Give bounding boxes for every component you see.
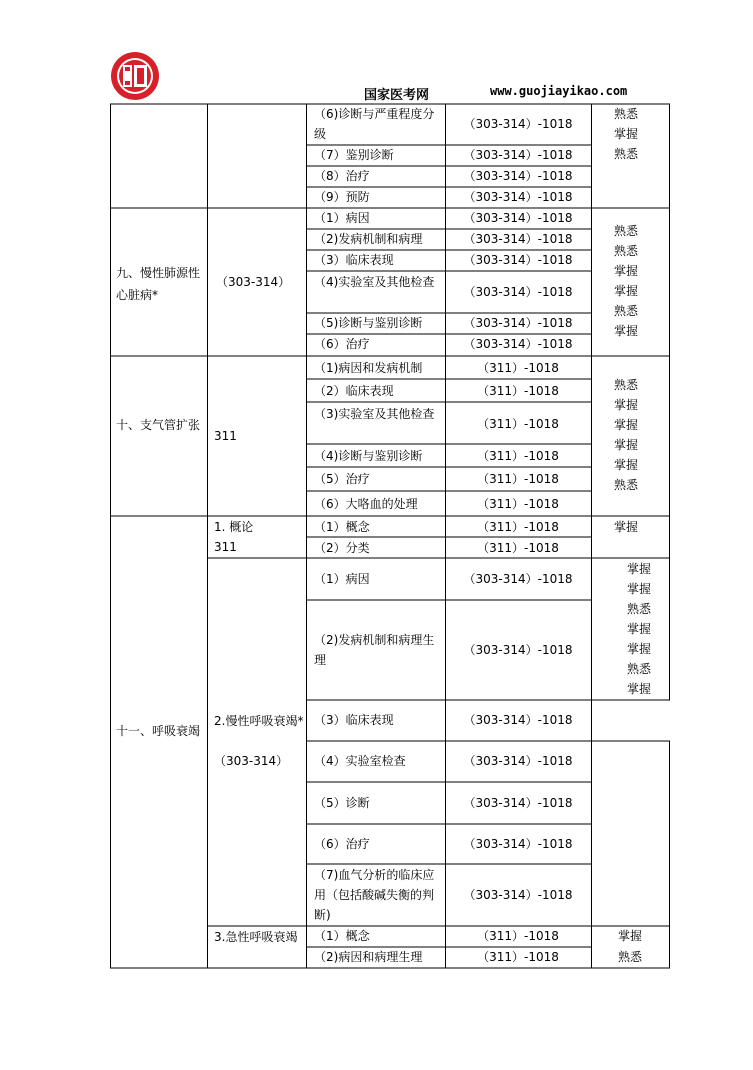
table-cell-item: （6）治疗 bbox=[314, 337, 370, 351]
table-cell-ref: （303-314）-1018 bbox=[463, 169, 573, 183]
level-cell: 掌握 bbox=[613, 264, 638, 278]
table-cell-item: （5）治疗 bbox=[314, 472, 370, 486]
level-cell: 熟悉 bbox=[613, 478, 638, 492]
level-cell: 熟悉 bbox=[613, 304, 638, 318]
unit-title: 3.急性呼吸衰竭 bbox=[214, 930, 298, 944]
table-cell-item: （3）临床表现 bbox=[314, 253, 394, 267]
level-cell: 掌握 bbox=[613, 284, 638, 298]
table-cell-item: （6）治疗 bbox=[314, 837, 370, 851]
level-cell: 熟悉 bbox=[613, 147, 638, 161]
table-cell-ref: （303-314）-1018 bbox=[463, 285, 573, 299]
level-cell: 掌握 bbox=[613, 438, 638, 452]
table-cell-item: （8）治疗 bbox=[314, 169, 370, 183]
table-cell-ref: （303-314）-1018 bbox=[463, 572, 573, 586]
level-cell: 掌握 bbox=[626, 642, 651, 656]
table-cell-item: （4）实验室检查 bbox=[314, 754, 406, 768]
level-cell: 熟悉 bbox=[613, 107, 638, 121]
table-cell-ref: （303-314）-1018 bbox=[463, 117, 573, 131]
unit-code: （303-314） bbox=[214, 754, 289, 768]
table-cell-item: （2)发病机制和病理 bbox=[314, 232, 423, 246]
table-cell-ref: （303-314）-1018 bbox=[463, 190, 573, 204]
table-cell-item: （7）鉴别诊断 bbox=[314, 148, 394, 162]
site-url[interactable]: www.guojiayikao.com bbox=[490, 84, 628, 98]
table-cell-item: （3)实验室及其他检查 bbox=[314, 407, 435, 421]
table-cell-item: （4)实验室及其他检查 bbox=[314, 275, 435, 289]
table-cell-ref: （303-314）-1018 bbox=[463, 754, 573, 768]
level-cell: 掌握 bbox=[626, 582, 651, 596]
table-cell-item: （1）概念 bbox=[314, 520, 370, 534]
table-cell-ref: （303-314）-1018 bbox=[463, 232, 573, 246]
level-cell: 掌握 bbox=[613, 520, 638, 534]
unit-code: 311 bbox=[214, 540, 237, 554]
table-cell-ref: （311）-1018 bbox=[477, 417, 559, 431]
table-cell-ref: （311）-1018 bbox=[477, 520, 559, 534]
table-cell-ref: （303-314）-1018 bbox=[463, 713, 573, 727]
table-cell-ref: （303-314）-1018 bbox=[463, 888, 573, 902]
table-cell-item: （6）大咯血的处理 bbox=[314, 497, 418, 511]
table-cell-ref: （303-314）-1018 bbox=[463, 148, 573, 162]
topic-title: 十、支气管扩张 bbox=[116, 418, 201, 432]
table-cell-item: （1)病因和发病机制 bbox=[314, 361, 423, 375]
table-cell-ref: （311）-1018 bbox=[477, 384, 559, 398]
table-cell-item: （2)发病机制和病理生理 bbox=[314, 633, 435, 667]
level-cell: 熟悉 bbox=[626, 602, 651, 616]
level-cell: 熟悉 bbox=[613, 224, 638, 238]
table-cell-item: （7)血气分析的临床应用（包括酸碱失衡的判断) bbox=[314, 868, 435, 922]
site-name: 国家医考网 bbox=[364, 88, 430, 103]
table-cell-ref: （311）-1018 bbox=[477, 541, 559, 555]
table-cell-ref: （311）-1018 bbox=[477, 449, 559, 463]
unit-title: 1. 概论 bbox=[214, 520, 254, 534]
level-cell: 掌握 bbox=[613, 127, 638, 141]
table-cell-ref: （311）-1018 bbox=[477, 497, 559, 511]
table-cell-ref: （303-314）-1018 bbox=[463, 253, 573, 267]
table-cell-item: （6)诊断与严重程度分级 bbox=[314, 107, 435, 141]
level-cell: 掌握 bbox=[626, 562, 651, 576]
level-cell: 掌握 bbox=[613, 324, 638, 338]
table-cell-ref: （303-314）-1018 bbox=[463, 211, 573, 225]
table-cell-item: （2）临床表现 bbox=[314, 384, 394, 398]
table-cell-item: （1）病因 bbox=[314, 572, 370, 586]
level-cell: 熟悉 bbox=[617, 950, 642, 964]
table-cell-ref: （311）-1018 bbox=[477, 361, 559, 375]
table-cell-ref: （303-314）-1018 bbox=[463, 316, 573, 330]
table-cell-item: （2）分类 bbox=[314, 541, 370, 555]
table-cell-item: （1）病因 bbox=[314, 211, 370, 225]
unit-code: 311 bbox=[214, 429, 237, 443]
topic-title: 十一、呼吸衰竭 bbox=[116, 724, 201, 738]
table-cell-ref: （303-314）-1018 bbox=[463, 643, 573, 657]
table-cell-ref: （303-314）-1018 bbox=[463, 837, 573, 851]
table-cell-ref: （303-314）-1018 bbox=[463, 337, 573, 351]
level-cell: 熟悉 bbox=[613, 378, 638, 392]
level-cell: 掌握 bbox=[626, 622, 651, 636]
level-cell: 掌握 bbox=[626, 682, 651, 696]
level-cell: 掌握 bbox=[613, 418, 638, 432]
table-cell-item: （5）诊断 bbox=[314, 796, 370, 810]
level-cell: 掌握 bbox=[613, 398, 638, 412]
table-cell-item: （9）预防 bbox=[314, 190, 370, 204]
topic-title: 九、慢性肺源性心脏病* bbox=[116, 266, 201, 302]
level-cell: 熟悉 bbox=[613, 244, 638, 258]
table-cell-item: （1）概念 bbox=[314, 929, 370, 943]
table-cell-ref: （311）-1018 bbox=[477, 929, 559, 943]
level-cell: 掌握 bbox=[613, 458, 638, 472]
table-cell-ref: （303-314）-1018 bbox=[463, 796, 573, 810]
table-cell-ref: （311）-1018 bbox=[477, 950, 559, 964]
level-cell: 掌握 bbox=[617, 929, 642, 943]
table-cell-item: （3）临床表现 bbox=[314, 713, 394, 727]
table-cell-item: （5)诊断与鉴别诊断 bbox=[314, 316, 423, 330]
unit-title: 2.慢性呼吸衰竭* bbox=[214, 714, 304, 728]
table-cell-item: （4)诊断与鉴别诊断 bbox=[314, 449, 423, 463]
level-cell: 熟悉 bbox=[626, 662, 651, 676]
table-cell-item: （2)病因和病理生理 bbox=[314, 950, 423, 964]
unit-code: （303-314） bbox=[216, 275, 291, 289]
table-cell-ref: （311）-1018 bbox=[477, 472, 559, 486]
